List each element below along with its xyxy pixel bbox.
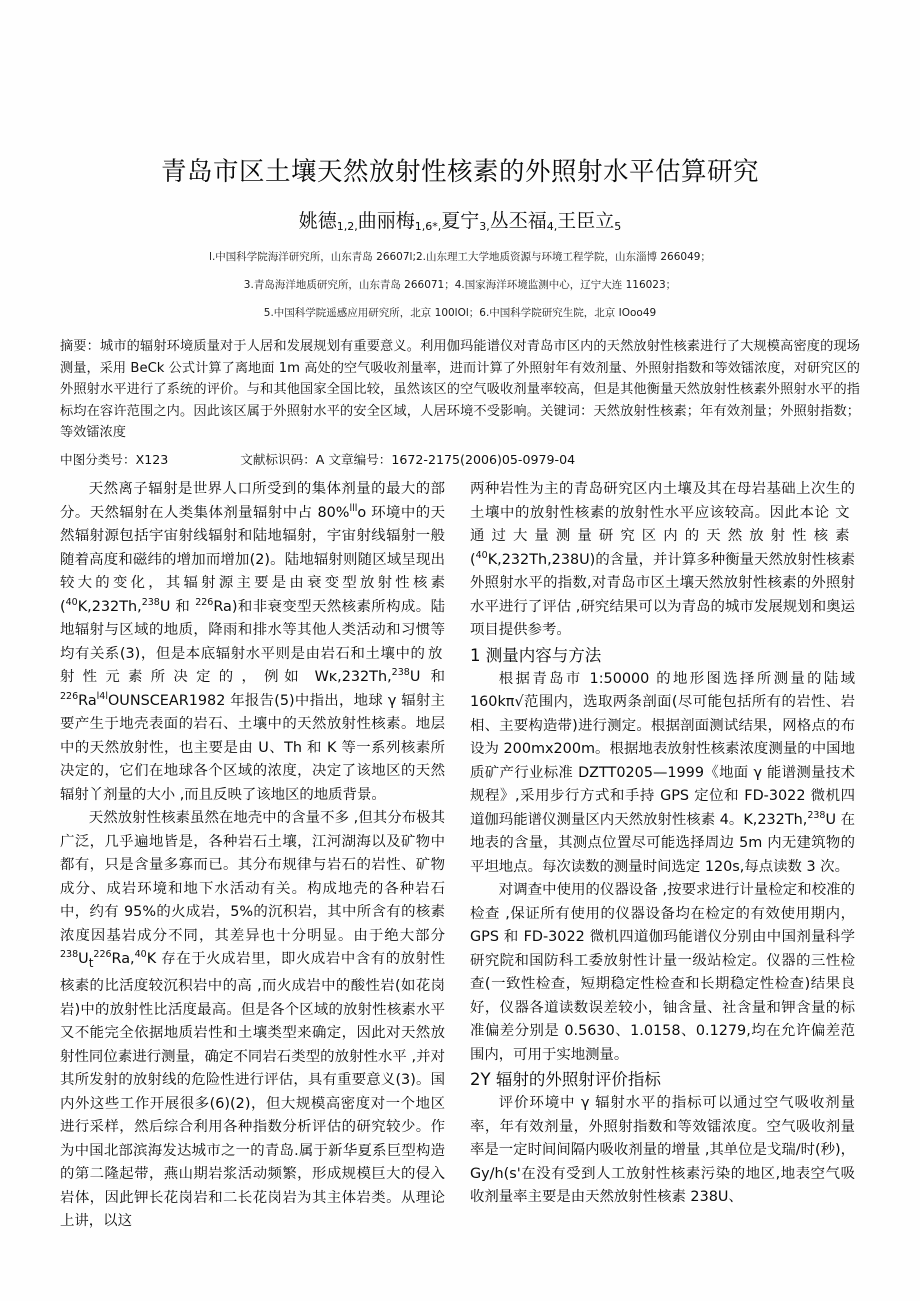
affiliation-line-1: l.中国科学院海洋研究所，山东青岛 26607l;2.山东理工大学地质资源与环境工程学院，山东淄博 266049； [209, 251, 711, 263]
author-name: 丛丕福 [489, 210, 547, 232]
paragraph: 两种岩性为主的青岛研究区内土壤及其在母岩基础上次生的土壤中的放射性核素的放射性水平应该较高。因此本论文通过大量测量研究区内的天然放射性核素($^{40}$K,232Th,238U)的含量，并计算多种衡量天然放射性核素外照射水平的指数,对青岛市区土壤天然放射性核素的外照射水平进行了评估 ,研究结果可以为青岛的城市发展规划和奥运项目提供参考。 [470, 481, 855, 638]
author-affiliation-mark: 1,2, [336, 220, 358, 233]
author-name: 曲丽梅 [357, 210, 415, 232]
author-name: 姚德 [298, 210, 337, 232]
paragraph: 天然放射性核素虽然在地壳中的含量不多 ,但其分布极其广泛，几乎遍地皆是，各种岩石土壤，江河湖海以及矿物中都有，只是含量多寡而已。其分布规律与岩石的岩性、矿物成分、成岩环境和地下水活动有关。构成地壳的各种岩石中，约有 95%的火成岩，5%的沉积岩，其中所含有的核素浓度因基岩成分不同，其差异也十分明显。由于绝大部分 $^{238}U_t^{226}Ra,^{40}K$ 存在于火成岩里，即火成岩中含有的放射性核素的比活度较沉积岩中的高 ,而火成岩中的酸性岩(如花岗岩)中的放射性比活度最高。但是各个区域的放射性核素水平又不能完全依据地质岩性和土壤类型来确定，因此对天然放射性同位素进行测量，确定不同岩石类型的放射性水平 ,并对其所发射的放射线的危险性进行评估，具有重要意义(3)。国内外这些工作开展很多(6)(2)，但大规模高密度对一个地区进行采样，然后综合利用各种指数分析评估的研究较少。作为中国北部滨海发达城市之一的青岛.属于新华夏系巨型构造的第二隆起带，燕山期岩浆活动频繁，形成规模巨大的侵入岩体，因此钾长花岗岩和二长花岗岩为其主体岩类。从理论上讲，以这 [60, 810, 445, 1230]
affiliation-line-2: 3.青岛海洋地质研究所，山东青岛 266071；4.国家海洋环境监测中心，辽宁大连 116023； [243, 279, 677, 291]
author-affiliation-mark: 5 [614, 220, 622, 233]
author-affiliation-mark: 3, [479, 220, 490, 233]
abstract-text: 摘要：城市的辐射环境质量对于人居和发展规划有重要意义。利用伽玛能谱仪对青岛市区内的天然放射性核素进行了大规模高密度的现场测量，采用 BeCk 公式计算了离地面 1m 高处的空气吸收剂量率，进而计算了外照射年有效剂量、外照射指数和等效镭浓度，对研究区的外照射水平进行了系统的评价。与和其他国家全国比较，虽然该区的空气吸收剂量率较高，但是其他衡量天然放射性核素外照射水平的指标均在容许范围之内。因此该区属于外照射水平的安全区域，人居环境不受影响。关键词：天然放射性核素；年有效剂量；外照射指数；等效镭浓度 [60, 339, 860, 441]
author-list [0, 206, 920, 233]
paragraph: 根据青岛市 1:50000 的地形图选择所测量的陆域 160kπ√范围内，选取两条剖面(尽可能包括所有的岩性、岩相、主要构造带)进行测定。根据剖面测试结果，网格点的布设为 200mx200m。根据地表放射性核素浓度测量的中国地质矿产行业标准 DZTT0205—1999《地面 γ 能谱测量技术规程》,采用步行方式和手持 GPS 定位和 FD-3022 微机四道伽玛能谱仪测量区内天然放射性核素 4。K,232Th,$^{238}$U 在地表的含量，其测点位置尽可能选择周边 5m 内无建筑物的平坦地点。每次读数的测量时间选定 120s,每点读数 3 次。 [470, 670, 855, 875]
paragraph: 对调查中使用的仪器设备 ,按要求进行计量检定和校准的检查 ,保证所有使用的仪器设备均在检定的有效使用期内，GPS 和 FD-3022 微机四道伽玛能谱仪分别由中国剂量科学研究院和国防科工委放射性计量一级站检定。仪器的三性检查(一致性检查，短期稳定性检查和长期稳定性检查)结果良好，仪器各道读数误差较小，铀含量、社含量和钾含量的标准偏差分别是 0.5630、1.0158、0.1279,均在允许偏差范围内，可用于实地测量。 [470, 882, 855, 1063]
body-column-right [470, 478, 855, 1210]
classification-number: 中图分类号：X123 [60, 452, 169, 467]
section-heading-1: 1 测量内容与方法 [470, 645, 602, 665]
author-affiliation-mark: 1,6*, [414, 220, 442, 233]
paragraph: 评价环境中 γ 辐射水平的指标可以通过空气吸收剂量率，年有效剂量，外照射指数和等效镭浓度。空气吸收剂量率是一定时间间隔内吸收剂量的增量 ,其单位是戈瑞/时(秒)，Gy/h(s'在没有受到人工放射性核素污染的地区,地表空气吸收剂量率主要是由天然放射性核素 238U、 [470, 1095, 855, 1205]
affiliation-line-3: 5.中国科学院遥感应用研究所，北京 100lOl；6.中国科学院研究生院，北京 IOoo49 [263, 307, 657, 319]
author-affiliation-mark: 4, [546, 220, 558, 233]
document-code: 文献标识码：A 文章编号：1672-2175(2006)05-0979-04 [240, 452, 576, 467]
paragraph: 天然离子辐射是世界人口所受到的集体剂量的最大的部分。天然辐射在人类集体剂量辐射中占 80%$^{lll}$o 环境中的天然辐射源包括宇宙射线辐射和陆地辐射，宇宙射线辐射一般随着高度和磁纬的增加而增加(2)。陆地辐射则随区域呈现出较大的变化，其辐射源主要是由衰变型放射性核素($^{40}$K,232Th,$^{238}$U 和 $^{226}$Ra)和非衰变型天然核素所构成。陆地辐射与区域的地质，降雨和排水等其他人类活动和习惯等均有关系(3)，但是本底辐射水平则是由岩石和土壤中的放射性元素所决定的，例如 Wĸ,232Th,$^{238}$U 和 $^{226}Ra^{l4l}OUNSCEAR1982$ 年报告(5)中指出，地球 γ 辐射主要产生于地壳表面的岩石、土壤中的天然放射性核素。地层中的天然放射性，也主要是由 U、Th 和 K 等一系列核素所决定的，它们在地球各个区域的浓度，决定了该地区的天然辐射丫剂量的大小 ,而且反映了该地区的地质背景。 [60, 481, 446, 803]
section-heading-2: 2Y 辐射的外照射评价指标 [470, 1070, 661, 1089]
author-name: 夏宁 [441, 210, 480, 232]
page-title: 青岛市区土壤天然放射性核素的外照射水平估算研究 [160, 157, 759, 187]
author-name: 王臣立 [557, 210, 615, 232]
classification-line [60, 449, 860, 468]
body-column-left [60, 478, 445, 1234]
